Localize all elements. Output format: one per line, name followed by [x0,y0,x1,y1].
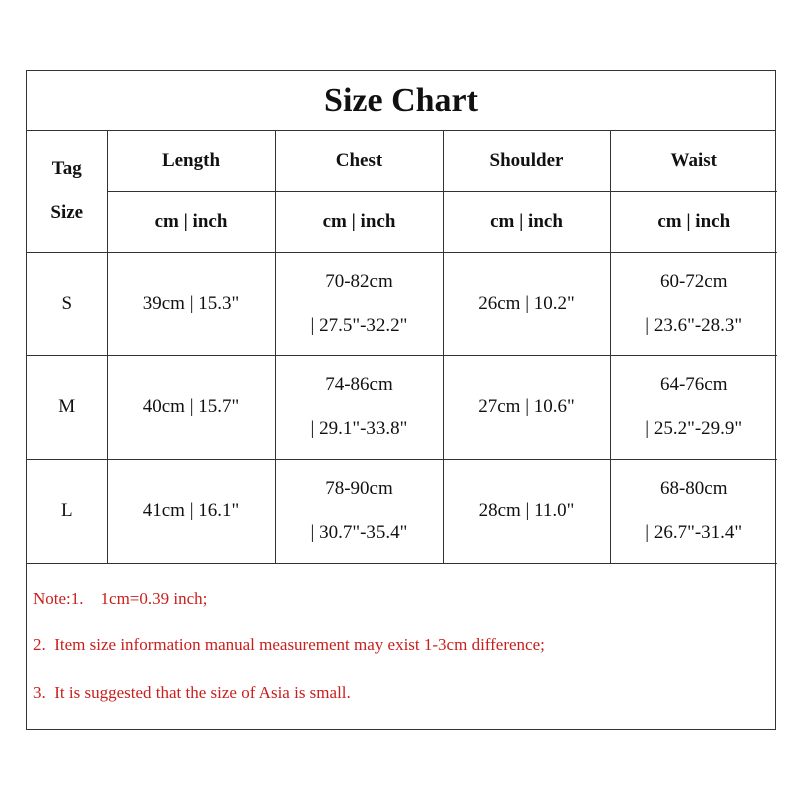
waist-cm: 64-76cm [659,374,728,395]
waist-cell [610,459,777,563]
chest-cell [275,355,443,459]
size-cell: L [27,459,107,563]
unit-shoulder: cm | inch [443,191,610,252]
unit-row [27,191,777,252]
unit-chest: cm | inch [275,191,443,252]
waist-inch: | 26.7"-31.4" [645,522,743,543]
chest-cm: 78-90cm [325,478,393,499]
length-cell: 40cm | 15.7" [107,355,275,459]
note-line-2: 2. Item size information manual measurement may exist 1-3cm difference; [33,635,545,654]
chest-cell [275,459,443,563]
note-line-1: Note:1. 1cm=0.39 inch; [33,589,208,608]
chest-cell [275,252,443,355]
notes-section [27,565,775,729]
chest-inch: | 27.5"-32.2" [310,314,408,336]
tag-size-header [27,131,107,252]
waist-cell [610,252,777,355]
chart-title: Size Chart [27,71,775,131]
size-label: Size [50,202,84,224]
tag-label: Tag [51,158,82,180]
waist-cm: 68-80cm [659,478,728,499]
waist-inch: | 25.2"-29.9" [645,418,743,439]
header-row [27,131,777,191]
size-cell: M [27,355,107,459]
waist-inch: | 23.6"-28.3" [645,314,743,336]
unit-length: cm | inch [107,191,275,252]
unit-waist: cm | inch [610,191,777,252]
shoulder-cell: 28cm | 11.0" [443,459,610,563]
column-header-length: Length [107,131,275,191]
chest-inch: | 30.7"-35.4" [310,522,408,543]
shoulder-cell: 27cm | 10.6" [443,355,610,459]
column-header-chest: Chest [275,131,443,191]
waist-cm: 60-72cm [659,270,728,292]
size-cell: S [27,252,107,355]
waist-cell [610,355,777,459]
chest-inch: | 29.1"-33.8" [310,418,408,439]
shoulder-cell: 26cm | 10.2" [443,252,610,355]
size-table [27,131,777,564]
column-header-waist: Waist [610,131,777,191]
column-header-shoulder: Shoulder [443,131,610,191]
chest-cm: 74-86cm [325,374,393,395]
note-line-3: 3. It is suggested that the size of Asia is small. [33,683,351,702]
table-row [27,355,777,459]
table-row [27,252,777,355]
table-row [27,459,777,563]
length-cell: 39cm | 15.3" [107,252,275,355]
size-chart [26,70,776,730]
chest-cm: 70-82cm [325,270,393,292]
length-cell: 41cm | 16.1" [107,459,275,563]
